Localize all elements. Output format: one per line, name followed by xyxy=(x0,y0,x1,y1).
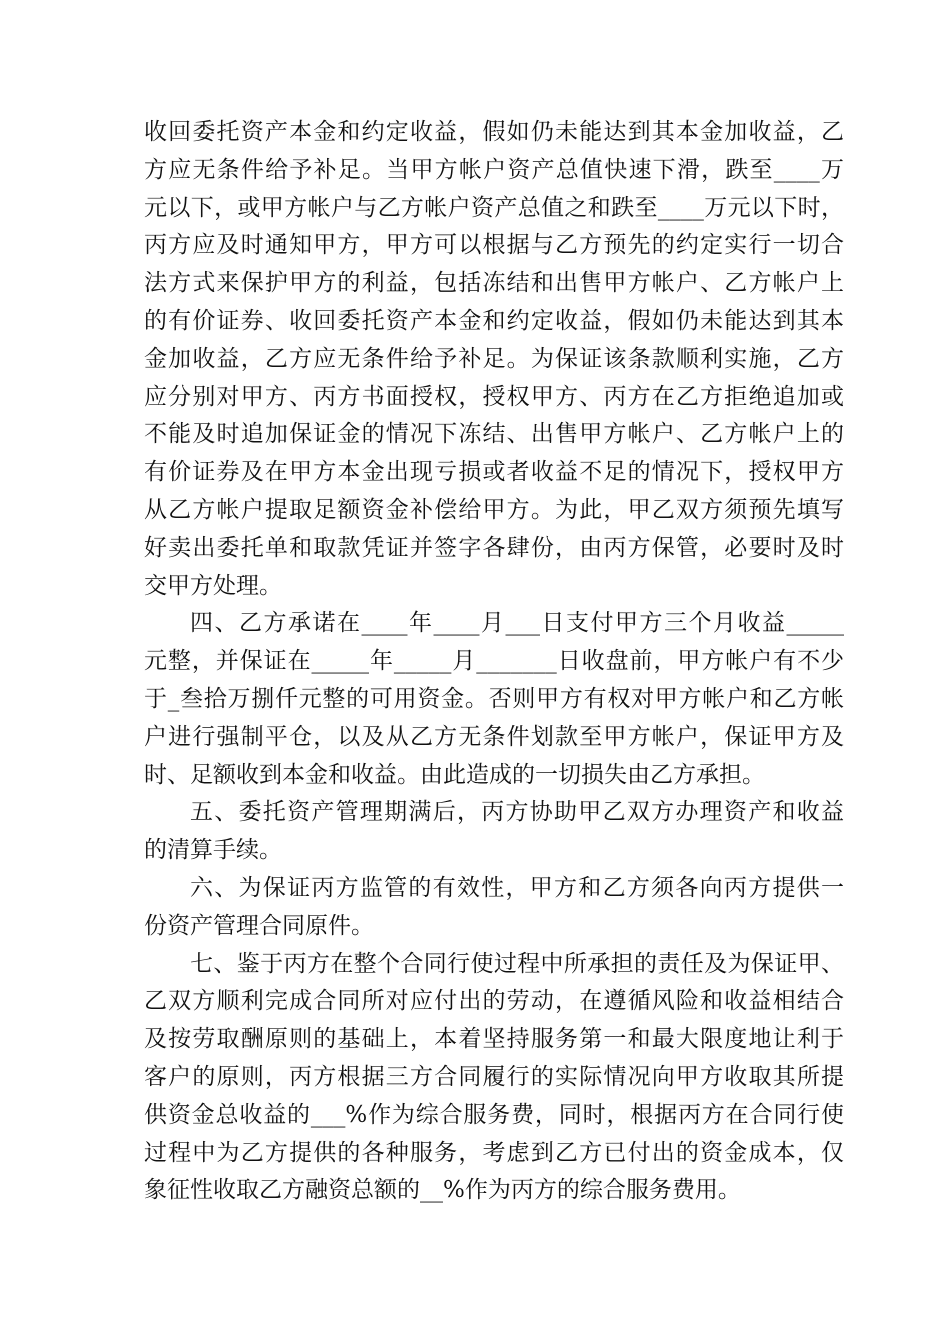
text-line: 法方式来保护甲方的利益，包括冻结和出售甲方帐户、乙方帐户上 xyxy=(144,270,844,297)
text-line: 客户的原则，丙方根据三方合同履行的实际情况向甲方收取其所提 xyxy=(144,1063,844,1090)
text-line: 方应无条件给予补足。当甲方帐户资产总值快速下滑，跌至____万 xyxy=(144,156,844,183)
paragraph-first-line: 六、为保证丙方监管的有效性，甲方和乙方须各向丙方提供一 xyxy=(190,874,844,901)
text-line: 过程中为乙方提供的各种服务，考虑到乙方已付出的资金成本，仅 xyxy=(144,1139,844,1166)
text-line: 有价证券及在甲方本金出现亏损或者收益不足的情况下，授权甲方 xyxy=(144,459,844,486)
text-line: 收回委托资产本金和约定收益，假如仍未能达到其本金加收益，乙 xyxy=(144,119,844,145)
paragraph-first-line: 五、委托资产管理期满后，丙方协助甲乙双方办理资产和收益 xyxy=(190,799,844,826)
text-line: 好卖出委托单和取款凭证并签字各肆份，由丙方保管，必要时及时 xyxy=(144,534,844,561)
text-line: 不能及时追加保证金的情况下冻结、出售甲方帐户、乙方帐户上的 xyxy=(144,421,844,448)
text-line: 交甲方处理。 xyxy=(144,572,282,599)
contract-text-body xyxy=(144,114,844,1210)
text-line: 的有价证券、收回委托资产本金和约定收益，假如仍未能达到其本 xyxy=(144,307,844,334)
text-line: 金加收益，乙方应无条件给予补足。为保证该条款顺利实施，乙方 xyxy=(144,345,844,372)
text-line: 元整，并保证在_____年_____月_______日收盘前，甲方帐户有不少 xyxy=(144,648,844,675)
text-line: 时、足额收到本金和收益。由此造成的一切损失由乙方承担。 xyxy=(144,761,765,788)
text-line: 元以下，或甲方帐户与乙方帐户资产总值之和跌至____万元以下时， xyxy=(144,194,844,221)
text-line: 从乙方帐户提取足额资金补偿给甲方。为此，甲乙双方须预先填写 xyxy=(144,496,844,523)
paragraph-first-line: 四、乙方承诺在____年____月___日支付甲方三个月收益_____ xyxy=(190,610,844,637)
text-line: 丙方应及时通知甲方，甲方可以根据与乙方预先的约定实行一切合 xyxy=(144,232,844,259)
text-line: 供资金总收益的___%作为综合服务费，同时，根据丙方在合同行使 xyxy=(144,1101,844,1128)
text-line: 份资产管理合同原件。 xyxy=(144,912,374,939)
text-line: 应分别对甲方、丙方书面授权，授权甲方、丙方在乙方拒绝追加或 xyxy=(144,383,844,410)
text-line: 的清算手续。 xyxy=(144,837,282,864)
text-line: 及按劳取酬原则的基础上，本着坚持服务第一和最大限度地让利于 xyxy=(144,1026,844,1053)
text-line: 户进行强制平仓，以及从乙方无条件划款至甲方帐户，保证甲方及 xyxy=(144,723,844,750)
text-line: 象征性收取乙方融资总额的__%作为丙方的综合服务费用。 xyxy=(144,1177,741,1204)
text-line: 于_叁拾万捌仟元整的可用资金。否则甲方有权对甲方帐户和乙方帐 xyxy=(144,685,844,712)
paragraph-first-line: 七、鉴于丙方在整个合同行使过程中所承担的责任及为保证甲、 xyxy=(190,950,844,977)
text-line: 乙双方顺利完成合同所对应付出的劳动，在遵循风险和收益相结合 xyxy=(144,988,844,1015)
